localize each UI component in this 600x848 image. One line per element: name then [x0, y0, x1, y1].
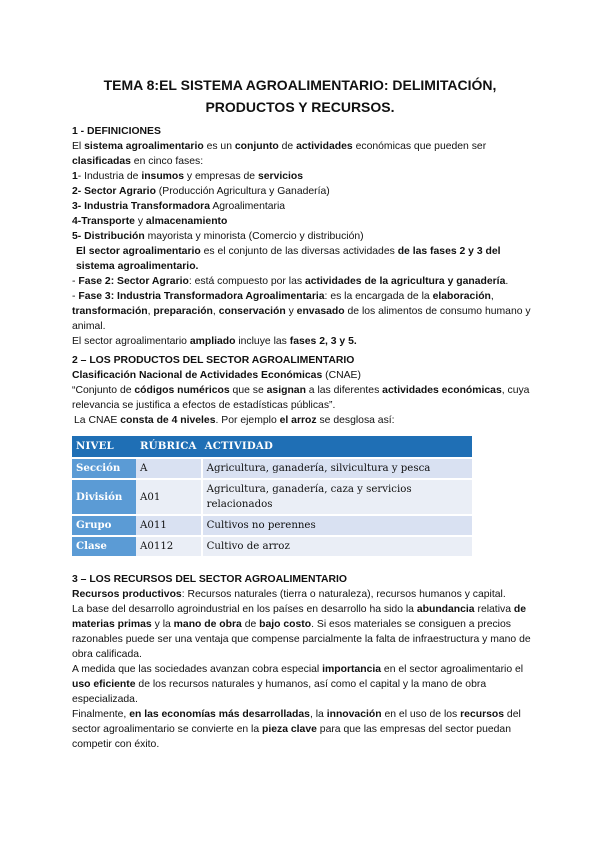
bold-text: ampliado [189, 336, 236, 347]
text-run: se desglosa así: [316, 415, 395, 426]
bold-text: envasado [296, 306, 345, 317]
text-run: a las diferentes [305, 385, 383, 396]
bold-text: actividades [296, 141, 353, 152]
cell-actividad: Agricultura, ganadería, silvicultura y pesca [201, 459, 472, 478]
bold-text: servicios [257, 171, 304, 182]
bold-text: almacenamiento [145, 216, 228, 227]
bold-text: consta de 4 niveles [120, 415, 216, 426]
text-run: (CNAE) [322, 370, 361, 381]
bold-text: 1 [72, 171, 78, 182]
bold-text: uso eficiente [72, 679, 136, 690]
bold-text: códigos numéricos [134, 385, 230, 396]
bold-text: El sector agroalimentario [76, 246, 201, 257]
bold-text: conservación [218, 306, 286, 317]
section-3-heading: 3 – LOS RECURSOS DEL SECTOR AGROALIMENTARIO [72, 574, 347, 585]
phase-item [72, 169, 534, 184]
bold-text: 2- Sector Agrario [72, 186, 156, 197]
bold-text: actividades económicas [382, 385, 502, 396]
section-2-heading: 2 – LOS PRODUCTOS DEL SECTOR AGROALIMENTARIO [72, 355, 355, 366]
bold-text: el arroz [279, 415, 317, 426]
bold-text: Fase 3: Industria Transformadora Agroalimentaria [78, 291, 325, 302]
fase-2-description [72, 274, 534, 289]
ampliado-definition [72, 334, 534, 349]
bold-text: Recursos productivos [72, 589, 182, 600]
text-run: (Producción Agricultura y Ganadería) [155, 186, 330, 197]
recursos-paragraph [72, 587, 534, 602]
text-run: en cinco fases: [130, 156, 204, 167]
sector-definition [72, 244, 534, 274]
text-run: del sector agroalimentario se convierte en la [72, 709, 521, 735]
definition-paragraph [72, 139, 534, 169]
bold-text: transformación [72, 306, 148, 317]
text-run: y empresas de [184, 171, 258, 182]
phase-item [72, 229, 534, 244]
text-run: en el sector agroalimentario el [381, 664, 524, 675]
text-run: es el conjunto de las diversas actividades [200, 246, 398, 257]
cell-actividad: Agricultura, ganadería, caza y servicios relacionados [201, 480, 472, 514]
base-paragraph [72, 602, 534, 662]
text-run: y la [151, 619, 174, 630]
text-run: , [147, 306, 154, 317]
cell-actividad: Cultivos no perennes [201, 516, 472, 535]
text-run: “Conjunto de [72, 385, 135, 396]
bold-text: insumos [141, 171, 185, 182]
medida-paragraph [72, 662, 534, 707]
bold-text: fases 2, 3 y 5. [289, 336, 357, 347]
bold-text: sistema agroalimentario [84, 141, 204, 152]
bold-text: Clasificación Nacional de Actividades Económicas [72, 370, 323, 381]
table-row [72, 480, 472, 514]
text-run: mayorista y minorista (Comercio y distribución) [144, 231, 364, 242]
bold-text: pieza clave [262, 724, 317, 735]
cell-rubrica: A01 [136, 480, 201, 514]
bold-text: 3- Industria Transformadora [72, 201, 210, 212]
cnae-title [72, 368, 534, 383]
text-run: incluye las [235, 336, 290, 347]
document-body [72, 124, 534, 752]
section-1-heading: 1 - DEFINICIONES [72, 126, 161, 137]
table-row [72, 537, 472, 556]
header-nivel: NIVEL [72, 436, 136, 457]
text-run: , la [309, 709, 327, 720]
text-run: A medida que las sociedades avanzan cobra especial [72, 664, 323, 675]
bold-text: 4-Transporte [72, 216, 135, 227]
title-line-1: TEMA 8:EL SISTEMA AGROALIMENTARIO: DELIMITACIÓN, [103, 77, 497, 93]
cell-nivel: Sección [72, 459, 136, 478]
bold-text: clasificadas [72, 156, 131, 167]
text-run: de los alimentos de consumo humano y animal. [72, 306, 531, 332]
text-run: La CNAE [74, 415, 121, 426]
cell-nivel: División [72, 480, 136, 514]
cell-rubrica: A011 [136, 516, 201, 535]
cnae-quote [72, 383, 534, 413]
bold-text: Fase 2: Sector Agrario [78, 276, 189, 287]
text-run: que se [229, 385, 267, 396]
cell-rubrica: A [136, 459, 201, 478]
text-run: , cuya relevancia se justifica a efectos de estadísticas públicas”. [72, 385, 530, 411]
phase-item [72, 199, 534, 214]
text-run: , [490, 291, 494, 302]
bold-text: recursos [460, 709, 505, 720]
text-run: de [241, 619, 260, 630]
cnae-levels-text [72, 413, 534, 428]
bold-text: asignan [266, 385, 306, 396]
text-run: es un [203, 141, 235, 152]
text-run: . [505, 276, 509, 287]
bold-text: mano de obra [173, 619, 242, 630]
text-run: : Recursos naturales (tierra o naturaleza), recursos humanos y capital. [181, 589, 506, 600]
bold-text: abundancia [416, 604, 475, 615]
bold-text: en las economías más desarrolladas [129, 709, 310, 720]
title-line-2: PRODUCTOS Y RECURSOS. [205, 99, 395, 115]
text-run: , [212, 306, 219, 317]
cell-actividad: Cultivo de arroz [201, 537, 472, 556]
cell-nivel: Clase [72, 537, 136, 556]
text-run: económicas que pueden ser [352, 141, 487, 152]
cell-nivel: Grupo [72, 516, 136, 535]
text-run: El sector agroalimentario [72, 336, 190, 347]
text-run: para que las empresas del sector puedan competir con éxito. [72, 724, 511, 750]
phase-item [72, 184, 534, 199]
text-run: - Industria de [77, 171, 142, 182]
text-run: La base del desarrollo agroindustrial en los países en desarrollo ha sido la [72, 604, 417, 615]
table-row [72, 459, 472, 478]
table-header-row [72, 436, 472, 457]
text-run: . Si esos materiales se consiguen a precios razonables puede ser una ventaja que compense parcialmente la falta de infraestructura y mano de obra calificada. [72, 619, 531, 660]
header-actividad: ACTIVIDAD [201, 436, 472, 457]
bold-text: bajo costo [259, 619, 312, 630]
bold-text: preparación [153, 306, 213, 317]
text-run: Finalmente, [72, 709, 130, 720]
text-run: de [278, 141, 297, 152]
text-run: y [134, 216, 146, 227]
text-run: El [72, 141, 85, 152]
text-run: : es la encargada de la [324, 291, 433, 302]
bold-text: innovación [326, 709, 382, 720]
text-run: . Por ejemplo [215, 415, 280, 426]
bold-text: de materias primas [72, 604, 527, 630]
text-run: en el uso de los [381, 709, 461, 720]
bold-text: de las fases 2 y 3 del sistema agroalimentario. [76, 246, 501, 272]
bold-text: 5- Distribución [72, 231, 145, 242]
fase-3-description [72, 289, 534, 334]
header-rubrica: RÚBRICA [136, 436, 201, 457]
cell-rubrica: A0112 [136, 537, 201, 556]
text-run: : está compuesto por las [188, 276, 305, 287]
text-run: y [285, 306, 297, 317]
text-run: - [72, 276, 79, 287]
bold-text: actividades de la agricultura y ganadería [304, 276, 506, 287]
text-run: de los recursos naturales y humanos, así como el capital y la mano de obra especializada. [72, 679, 487, 705]
text-run: relativa [474, 604, 514, 615]
bold-text: elaboración [432, 291, 491, 302]
bold-text: importancia [322, 664, 382, 675]
page-title [60, 74, 540, 118]
bold-text: conjunto [234, 141, 279, 152]
text-run: Agroalimentaria [210, 201, 286, 212]
table-row [72, 516, 472, 535]
phase-item [72, 214, 534, 229]
cnae-table [72, 434, 472, 558]
text-run: - [72, 291, 79, 302]
final-paragraph [72, 707, 534, 752]
